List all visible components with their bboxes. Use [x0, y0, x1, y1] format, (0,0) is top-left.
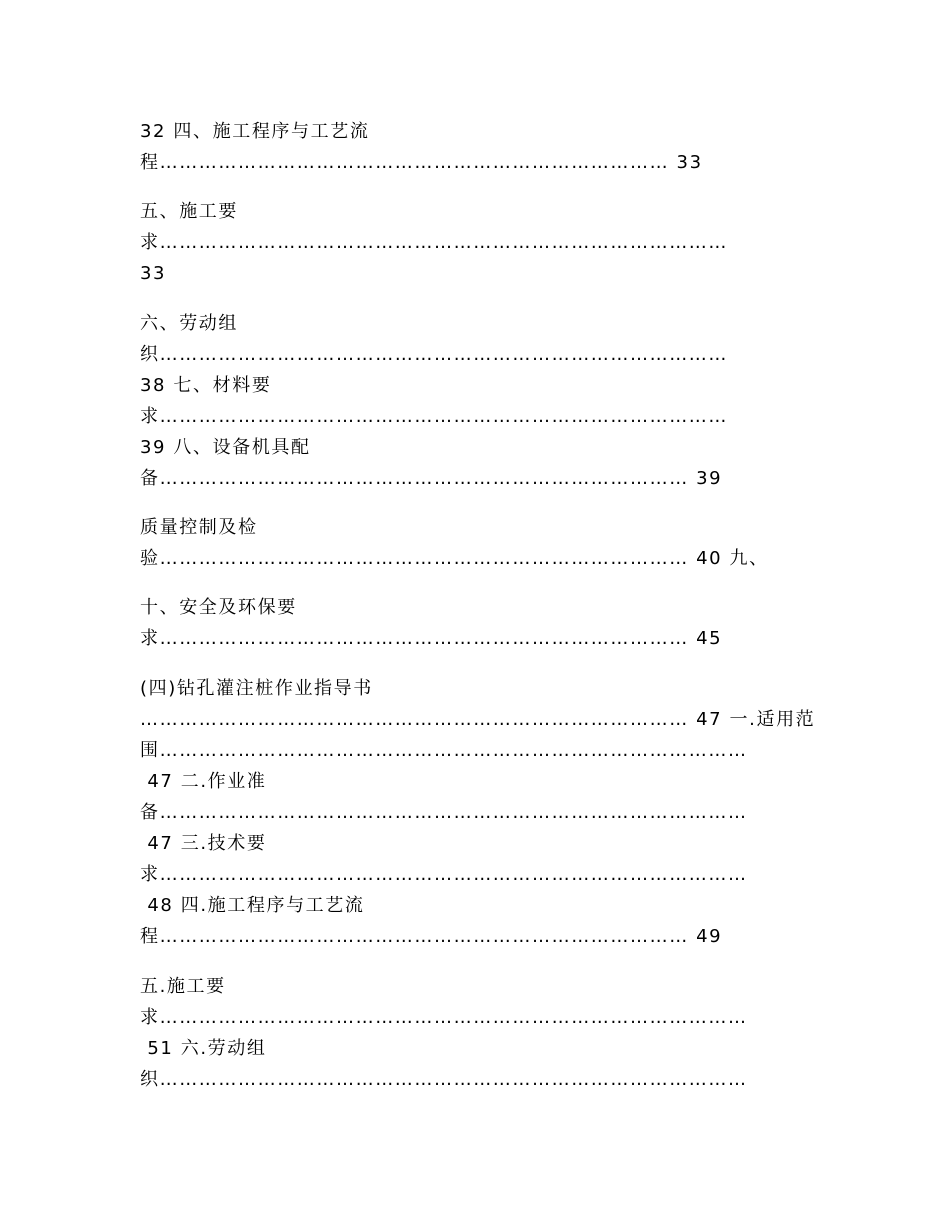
toc-section-heading: (四)钻孔灌注桩作业指导书: [140, 678, 373, 699]
toc-entry-text: 38 七、材料要: [140, 375, 272, 396]
toc-entry-text: 47 二.作业准: [140, 771, 267, 792]
toc-entry-text: 六、劳动组: [140, 313, 238, 334]
toc-leader-line: 围………………………………………………………………………………: [140, 740, 748, 761]
toc-entry-text: 五.施工要: [140, 976, 226, 997]
toc-leader-line: 织………………………………………………………………………………: [140, 1069, 748, 1090]
toc-entry-text: 51 六.劳动组: [140, 1038, 267, 1059]
toc-entry-text: 十、安全及环保要: [140, 597, 297, 618]
toc-leader-line: 备……………………………………………………………………… 39: [140, 468, 723, 489]
toc-leader-line: 求………………………………………………………………………………: [140, 864, 748, 885]
toc-leader-line: 求……………………………………………………………………………: [140, 232, 728, 253]
toc-leader-line: 织……………………………………………………………………………: [140, 344, 728, 365]
toc-leader-line: 求………………………………………………………………………………: [140, 1007, 748, 1028]
toc-entry-text: 39 八、设备机具配: [140, 437, 311, 458]
toc-entry-text: 五、施工要: [140, 201, 238, 222]
toc-leader-line: 求……………………………………………………………………………: [140, 406, 728, 427]
toc-page-number: 33: [140, 263, 167, 284]
toc-leader-line: 求……………………………………………………………………… 45: [140, 628, 723, 649]
toc-entry-text: 47 三.技术要: [140, 833, 267, 854]
toc-entry-text: 32 四、施工程序与工艺流: [140, 121, 370, 142]
toc-entry-text: 48 四.施工程序与工艺流: [140, 895, 365, 916]
toc-leader-line: 程……………………………………………………………………… 49: [140, 926, 723, 947]
toc-leader-line: 验……………………………………………………………………… 40 九、: [140, 548, 769, 569]
toc-leader-line: ………………………………………………………………………… 47 一.适用范: [140, 709, 816, 730]
toc-leader-line: 程…………………………………………………………………… 33: [140, 152, 703, 173]
toc-leader-line: 备………………………………………………………………………………: [140, 802, 748, 823]
toc-entry-text: 质量控制及检: [140, 517, 258, 538]
